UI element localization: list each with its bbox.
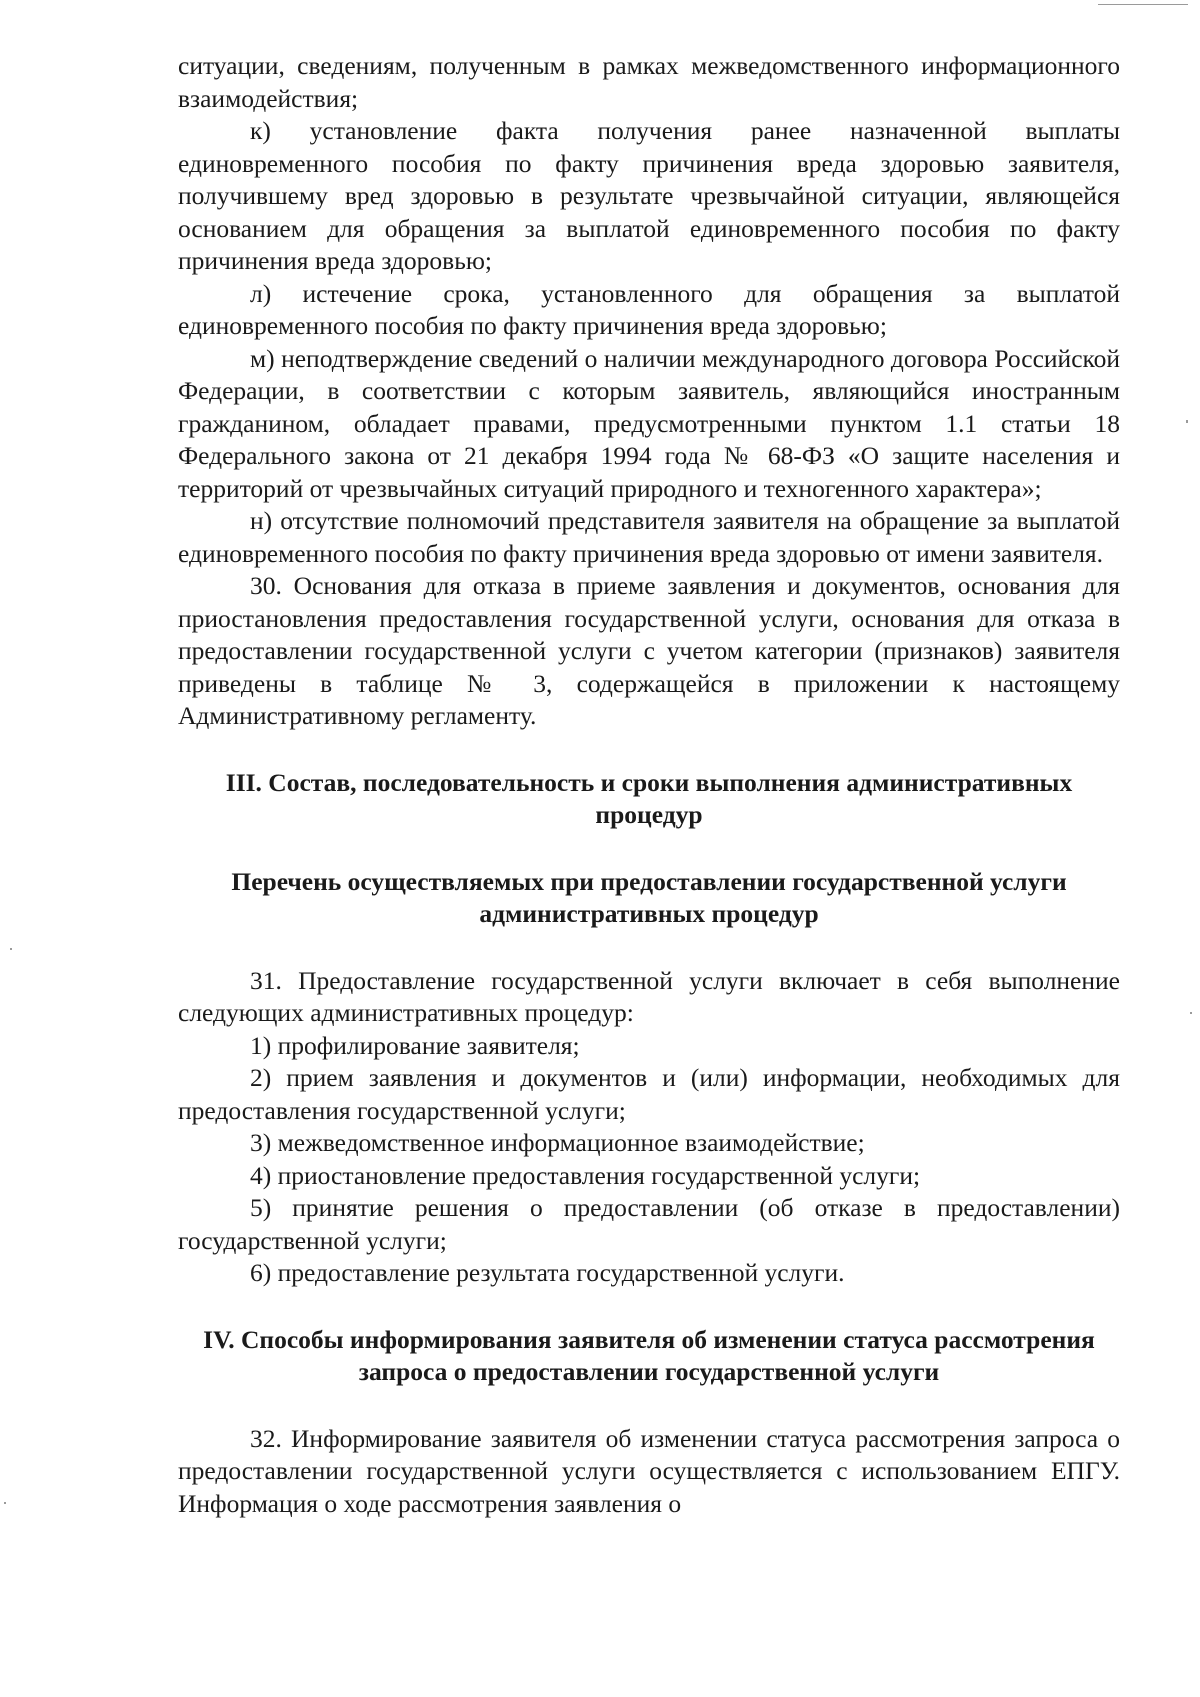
list-item-k: к) установление факта получения ранее назначенной выплаты единовременного пособия по факту причинения вреда здоровью заявителя, получившему вред здоровью в результате чрезвычайной ситуации, являющейся основанием для обращения за выплатой единовременного пособия по факту причинения вреда здоровью; bbox=[178, 116, 1120, 275]
list-item-m: м) неподтверждение сведений о наличии международного договора Российской Федерации, в соответствии с которым заявитель, являющийся иностранным гражданином, обладает правами, предусмотренными пунктом 1.1 статьи 18 Федерального закона от 21 декабря 1994 года № 68-ФЗ «О защите населения и территорий от чрезвычайных ситуаций природного и техногенного характера»; bbox=[178, 343, 1120, 503]
paragraph-30: 30. Основания для отказа в приеме заявления и документов, основания для приостановления предоставления государственной услуги, основания для отказа в предоставлении государственной услуги с учетом категории (признаков) заявителя приведены в таблице № 3, содержащейся в приложении к настоящему Административному регламенту. bbox=[178, 571, 1120, 730]
paragraph-32: 32. Информирование заявителя об изменении статуса рассмотрения запроса о предоставлении государственной услуги осуществляется с использованием ЕПГУ. Информация о ходе рассмотрения заявления о bbox=[178, 1423, 1120, 1518]
list-item-n: н) отсутствие полномочий представителя заявителя на обращение за выплатой единовременного пособия по факту причинения вреда здоровью от имени заявителя. bbox=[178, 506, 1120, 568]
scan-speck bbox=[1190, 1012, 1192, 1014]
section-3-heading: III. Состав, последовательность и сроки выполнения административных процедур bbox=[225, 767, 1073, 829]
procedure-item-3: 3) межведомственное информационное взаимодействие; bbox=[250, 1128, 865, 1157]
procedure-item-4: 4) приостановление предоставления государственной услуги; bbox=[250, 1160, 921, 1190]
list-item-l: л) истечение срока, установленного для обращения за выплатой единовременного пособия по факту причинения вреда здоровью; bbox=[178, 278, 1120, 340]
procedure-item-5: 5) принятие решения о предоставлении (об отказе в предоставлении) государственной услуги; bbox=[178, 1193, 1120, 1255]
scan-speck bbox=[1098, 4, 1188, 5]
procedure-item-6: 6) предоставление результата государственной услуги. bbox=[250, 1258, 845, 1287]
scan-speck bbox=[1186, 420, 1188, 423]
continuation-paragraph: ситуации, сведениям, полученным в рамках межведомственного информационного взаимодействия; bbox=[178, 51, 1120, 113]
subsection-heading: Перечень осуществляемых при предоставлении государственной услуги административных процедур bbox=[231, 866, 1067, 928]
paragraph-31: 31. Предоставление государственной услуги включает в себя выполнение следующих административных процедур: bbox=[178, 965, 1120, 1027]
document-page bbox=[178, 50, 1120, 1520]
section-4-heading: IV. Способы информирования заявителя об изменении статуса рассмотрения запроса о предоставлении государственной услуги bbox=[203, 1324, 1095, 1386]
scan-speck bbox=[10, 948, 12, 950]
procedure-item-1: 1) профилирование заявителя; bbox=[250, 1030, 580, 1060]
scan-speck bbox=[4, 1502, 6, 1504]
procedure-item-2: 2) прием заявления и документов и (или) информации, необходимых для предоставления государственной услуги; bbox=[178, 1063, 1120, 1125]
